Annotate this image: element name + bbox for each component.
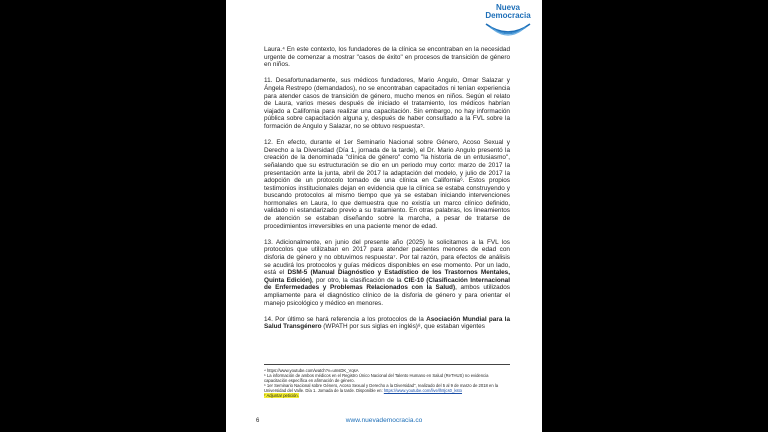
website-footer[interactable]: www.nuevademocracia.co [345,417,423,424]
footnote-6-text: ⁶ 1er Seminario Nacional sobre Género, Acoso Sexual y Derecho a la Diversidad", realizado del 5 al 9 de marzo de 2018 en la Universidad del Valle. Día 1. Jornada de la tarde. Disponible en: [264,383,499,393]
logo-arcs-icon [484,22,532,38]
nueva-democracia-logo [478,2,538,42]
dsm-5-reference: DSM-5 (Manual Diagnóstico y Estadístico de los Trastornos Mentales, Quinta Edición) [264,269,511,284]
document-page [226,0,542,432]
footnote-5: ⁵ La información de ambos médicos en el Registro Único Nacional del Talento Humano en Salud (ReTHUS) no evidencia capacitación específica en afirmación de género. [264,373,489,383]
logo-line-1: Nueva [495,3,520,12]
paragraph-14-text-a: 14. Por último se hará referencia a los protocolos de la [264,315,427,323]
paragraph-13-text-d: , ambos utilizados ampliamente para el diagnóstico clínico de la disforia de género y para orientar el manejo psicológico y médico en menores. [264,284,511,307]
paragraph-12: 12. En efecto, durante el 1er Seminario Nacional sobre Género, Acoso Sexual y Derecho a la Diversidad (Día 1, jornada de la tarde), el Dr. Mario Angulo presentó la creación de la denominada "clínica de género" como "la historia de un entusiasmo", señalando que su estructuración se dio en un periodo muy corto: marzo de 2017 la presentación ante la junta, abril de 2017 la adaptación del modelo, y julio de 2017 la adopción de un protocolo tomado de una clínica en California⁶. Estos propios testimonios institucionales dejan en evidencia que la clínica se estaba construyendo y buscando protocolos al mismo tiempo que ya se estaban iniciando intervenciones hormonales en Laura, lo que demuestra que no existía un marco clínico definido, validado ni estandarizado previo a su tratamiento. En otras palabras, los lineamientos de atención se estaban diseñando sobre la marcha, a pesar de tratarse de procedimientos irreversibles en una paciente menor de edad. [264,139,510,230]
footnote-7 [264,393,510,398]
paragraph-14 [264,316,510,331]
logo-line-2: Democracia [485,11,531,20]
footnote-7-highlighted: ⁷ Adjuntar petición. [264,393,299,398]
cie-10-reference: CIE-10 (Clasificación Internacional de Enfermedades y Problemas Relacionados con la Salud) [264,276,511,292]
footnote-6-link[interactable]: https://www.youtube.com/live/lh8jcs0_ksto [383,388,463,393]
document-body [264,46,510,340]
paragraph-13 [264,239,510,307]
wpath-reference: Asociación Mundial para la Salud Transgénero [264,315,511,331]
footnotes [264,364,510,398]
page-number: 6 [256,418,260,424]
paragraph-13-text-c: , por otro, la clasificación de la [311,276,404,284]
footnote-4: ⁴ https://www.youtube.com/watch?v=uInsDK_VqsA [264,368,359,373]
paragraph-14-text-c: (WPATH por sus siglas en inglés)⁸, que estaban vigentes [321,323,485,331]
paragraph-13-text-a: 13. Adicionalmente, en junio del presente año (2025) le solicitamos a la FVL los protocolos que utilizaban en 2017 para atender pacientes menores de edad con disforia de género y no obtuvimos respuesta⁷. Por tal razón, para efectos de análisis se acudirá los protocolos y guías médicos disponibles en ese momento. Por un lado, está el [264,238,510,277]
paragraph-continuation: Laura.⁴ En este contexto, los fundadores de la clínica se encontraban en la necesidad urgente de comenzar a mostrar "casos de éxito" en procesos de transición de género en niños. [264,46,510,69]
footnote-6 [264,383,510,393]
paragraph-11: 11. Desafortunadamente, sus médicos fundadores, Mario Angulo, Omar Salazar y Ángela Restrepo (demandados), no se encontraban capacitados ni tenían experiencia para atender casos de transición de género, mucho menos en niños. Según el relato de Laura, varios meses después de iniciado el tratamiento, los médicos habrían viajado a California para realizar una capacitación. Sin embargo, no hay información pública sobre capacitación alguna y, después de haber consultado a la FVL sobre la formación de Angulo y Salazar, no se obtuvo respuesta⁵. [264,77,510,130]
